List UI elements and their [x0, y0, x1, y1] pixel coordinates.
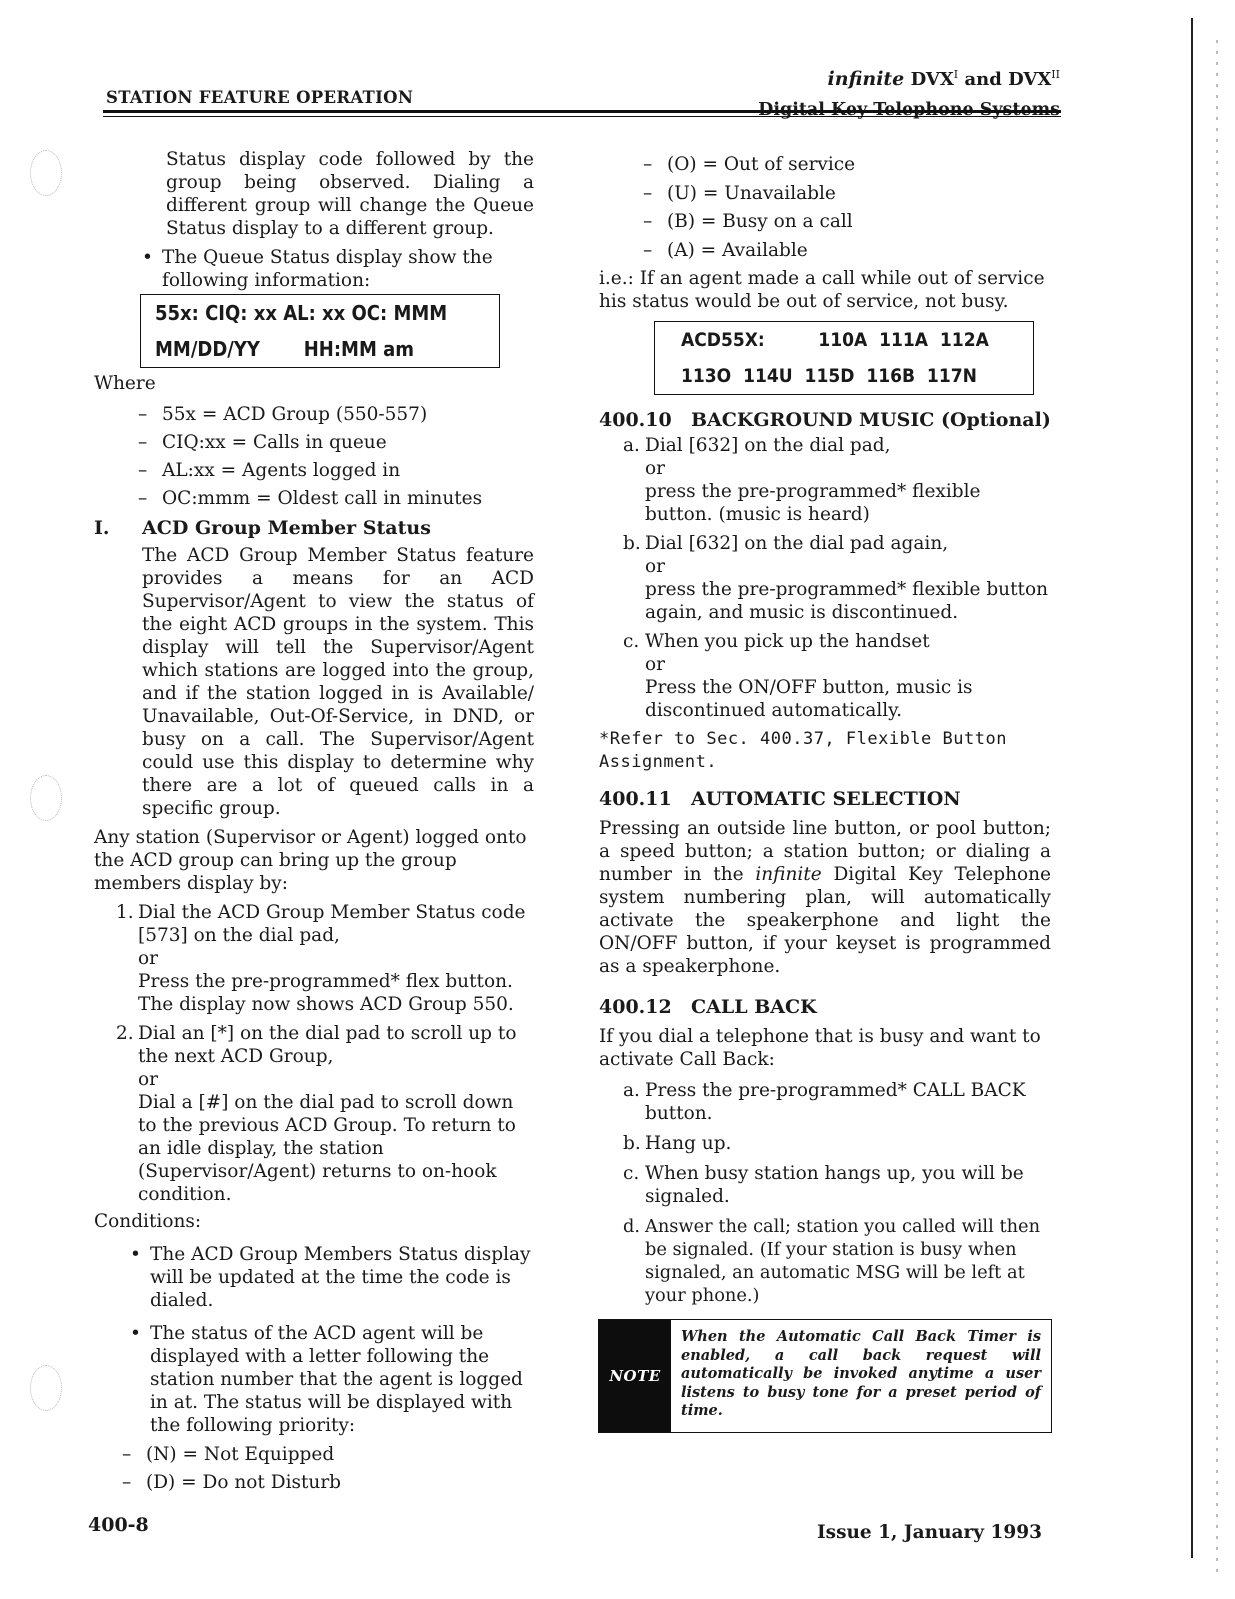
lcd-line-1: 55x: CIQ: xx AL: xx OC: MMM — [155, 301, 448, 325]
issue-date: Issue 1, January 1993 — [817, 1522, 1042, 1543]
header-rule-thin — [103, 116, 1061, 117]
left-column — [94, 148, 534, 1497]
scan-edge-line — [1191, 18, 1193, 1558]
and-text: and — [964, 69, 1002, 90]
priority-item: – (U) = Unavailable — [643, 182, 836, 204]
callback-step-d: d. Answer the call; station you called will then be signaled. (If your station is busy when signaled, an automatic MSG will be left at your phone.) — [623, 1216, 1041, 1306]
priority-list-right — [643, 151, 1051, 265]
music-step-a: a. Dial [632] on the dial pad, or press the pre-programmed* flexible button. (music is heard) — [623, 435, 981, 525]
section-400-11-number: 400.11 — [599, 788, 672, 810]
step-2: 2. Dial an [*] on the dial pad to scroll up to the next ACD Group, or Dial a [#] on the dial pad to scroll down to the previous ACD Group. To return to an idle display, the station (Supervisor/Agent) returns to on-hook condition. — [116, 1022, 534, 1206]
section-400-10-heading — [599, 409, 1051, 432]
scan-edge-dots — [1216, 40, 1218, 1580]
where-label: Where — [94, 373, 156, 394]
music-step-b: b. Dial [632] on the dial pad again, or press the pre-programmed* flexible button again, and music is discontinued. — [623, 533, 1049, 623]
section-400-11-title: AUTOMATIC SELECTION — [691, 788, 961, 810]
punch-hole-middle — [30, 775, 62, 821]
lcd-line-2: MM/DD/YY HH:MM am — [155, 337, 415, 361]
refer-note: *Refer to Sec. 400.37, Flexible Button Assignment. — [599, 729, 1007, 772]
callback-step-a: a. Press the pre-programmed* CALL BACK button. — [623, 1080, 1026, 1124]
queue-bullet-text: The Queue Status display show the following information: — [162, 247, 493, 291]
section-i-heading — [94, 517, 534, 540]
section-i-body: The ACD Group Member Status feature provides a means for an ACD Supervisor/Agent to view the status of the eight ACD groups in the system. This display will tell the Supervisor/Agent which stations are logged into the group, and if the station logged in is Available/ Unavailable, Out-Of-Service, in DND, or busy on a call. The Supervisor/Agent could use this display to determine why there are a lot of queued calls in a specific group. — [142, 545, 534, 819]
section-400-12-heading — [599, 996, 1051, 1019]
section-i-title: ACD Group Member Status — [142, 517, 431, 539]
priority-list-left — [122, 1441, 534, 1497]
section-400-10-number: 400.10 — [599, 409, 672, 431]
section-400-11-body: Pressing an outside line button, or pool button; a speed button; a station button; or dialing a number in the infinite Digital Key Telephone system numbering plan, will automatically activate the speakerphone and light the ON/OFF button, if your keyset is programmed as a speakerphone. — [599, 818, 1051, 977]
priority-item: – (A) = Available — [643, 239, 808, 261]
step-1-or: or — [138, 948, 158, 969]
conditions-label: Conditions: — [94, 1211, 202, 1232]
bullet-icon: • — [130, 1244, 141, 1265]
lcd2-line-1: ACD55X: 110A 111A 112A — [681, 329, 989, 351]
condition-item: • The ACD Group Members Status display will be updated at the time the code is dialed. — [130, 1244, 531, 1311]
note-text: When the Automatic Call Back Timer is enabled, a call back request will automatically be invoked anytime a user listens to busy tone for a preset period of time. — [681, 1328, 1041, 1419]
section-title: STATION FEATURE OPERATION — [106, 88, 414, 107]
step-1: 1. Dial the ACD Group Member Status code [573] on the dial pad, or Press the pre-programmed* flex button. The display now shows ACD Group 550. — [116, 901, 534, 1016]
callback-step-c: c. When busy station hangs up, you will be signaled. — [623, 1163, 1024, 1207]
call-back-intro: If you dial a telephone that is busy and want to activate Call Back: — [599, 1026, 1041, 1070]
bullet-icon: • — [130, 1323, 141, 1344]
step-2-or: or — [138, 1069, 158, 1090]
step-2-b: Dial a [#] on the dial pad to scroll down to the previous ACD Group. To return to an idle display, the station (Supervisor/Agent) returns to on-hook condition. — [138, 1092, 516, 1205]
product-a: DVX — [910, 69, 954, 90]
queue-bullet — [142, 246, 534, 292]
product-b: DVX — [1008, 69, 1052, 90]
callback-step-b: b. Hang up. — [623, 1133, 732, 1154]
where-item: – OC:mmm = Oldest call in minutes — [138, 488, 483, 509]
priority-item: – (D) = Do not Disturb — [122, 1472, 342, 1493]
priority-item: – (N) = Not Equipped — [122, 1444, 335, 1465]
section-400-12-number: 400.12 — [599, 996, 672, 1018]
queue-status-display — [140, 294, 500, 368]
punch-hole-bottom — [30, 1365, 62, 1411]
section-400-12-title: CALL BACK — [691, 996, 817, 1018]
step-1-a: Dial the ACD Group Member Status code [573] on the dial pad, — [138, 902, 526, 946]
product-a-sup: I — [953, 68, 959, 81]
header-rule — [103, 110, 1061, 113]
intro-paragraph: Status display code followed by the group being observed. Dialing a different group will change the Queue Status display to a different group. — [166, 149, 534, 239]
where-item: – AL:xx = Agents logged in — [138, 460, 401, 481]
section-400-10-title: BACKGROUND MUSIC (Optional) — [691, 409, 1051, 431]
note-tag: NOTE — [599, 1320, 671, 1432]
page-number: 400-8 — [88, 1514, 149, 1536]
any-station-paragraph: Any station (Supervisor or Agent) logged onto the ACD group can bring up the group members display by: — [94, 827, 527, 894]
priority-item: – (O) = Out of service — [643, 154, 856, 175]
product-b-sup: II — [1051, 68, 1060, 81]
lcd2-line-2: 113O 114U 115D 116B 117N — [681, 365, 977, 387]
section-400-11-heading — [599, 788, 1051, 811]
ie-paragraph: i.e.: If an agent made a call while out of service his status would be out of service, not busy. — [599, 268, 1045, 312]
note-box — [598, 1319, 1052, 1433]
condition-item: • The status of the ACD agent will be displayed with a letter following the station number that the agent is logged in at. The status will be displayed with the following priority: — [130, 1323, 523, 1436]
bullet-icon: • — [142, 247, 153, 268]
where-list — [138, 401, 534, 513]
section-i-number: I. — [94, 517, 110, 539]
priority-item: – (B) = Busy on a call — [643, 211, 853, 232]
member-status-display — [654, 321, 1034, 395]
step-1-b: Press the pre-programmed* flex button. The display now shows ACD Group 550. — [138, 971, 514, 1015]
brand-name: infinite — [827, 68, 905, 90]
where-item: – CIQ:xx = Calls in queue — [138, 432, 387, 453]
brand-inline: infinite — [755, 864, 822, 885]
right-column — [599, 151, 1051, 1307]
punch-hole-top — [30, 150, 62, 196]
where-item: – 55x = ACD Group (550-557) — [138, 404, 428, 425]
music-step-c: c. When you pick up the handset or Press the ON/OFF button, music is discontinued automatically. — [623, 631, 973, 721]
step-2-a: Dial an [*] on the dial pad to scroll up to the next ACD Group, — [138, 1023, 517, 1067]
